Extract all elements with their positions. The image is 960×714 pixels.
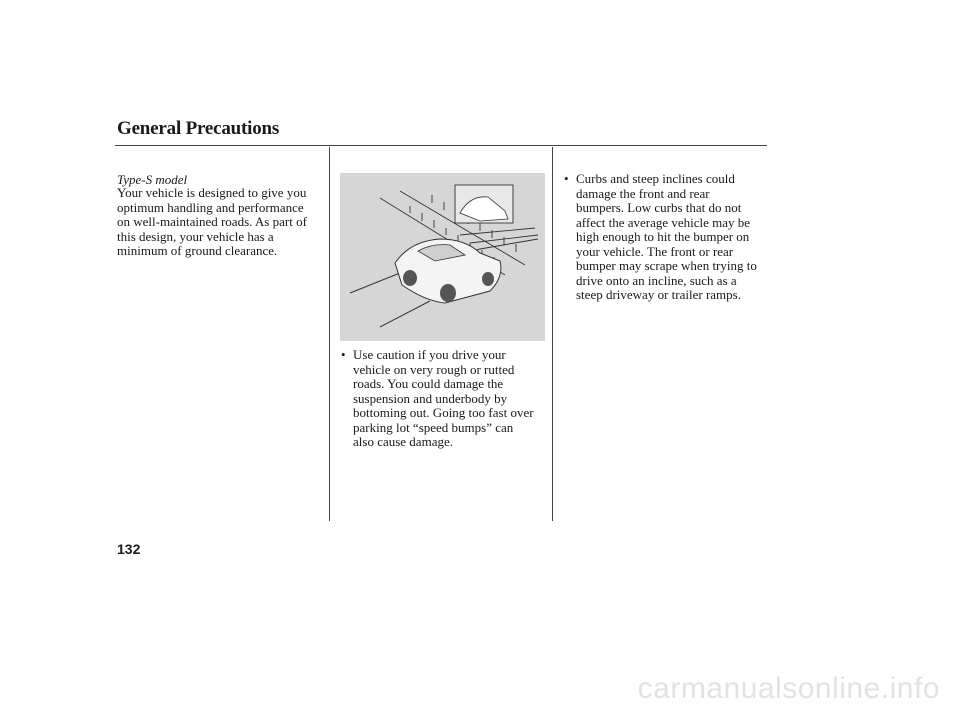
text-line: bumpers. Low curbs that do not [576,200,742,215]
middle-bullet-item [341,347,534,450]
left-paragraph [117,186,307,259]
right-bullet-item [564,171,757,303]
bullet-icon: • [564,171,569,186]
column-divider-left [329,147,330,521]
text-line: also cause damage. [353,434,453,449]
text-line: Your vehicle is designed to give you [117,185,307,200]
header-rule [115,145,767,146]
text-line: damage the front and rear [576,185,710,201]
text-line: bottoming out. Going too fast over [353,405,534,420]
page-number: 132 [117,541,141,557]
curb-illustration [340,173,545,341]
text-line: suspension and underbody by [353,390,508,406]
bullet-icon: • [341,347,346,362]
text-line: high enough to hit the bumper on [576,229,750,244]
text-line: minimum of ground clearance. [117,243,278,258]
text-line: bumper may scrape when trying to [576,258,757,273]
model-label: Type-S model [117,172,188,187]
curb-illustration-drawing [340,173,545,341]
watermark: carmanualsonline.info [637,672,940,705]
text-line: steep driveway or trailer ramps. [576,287,741,302]
text-line: this design, your vehicle has a [117,228,274,244]
text-line: Use caution if you drive your [353,347,506,362]
text-line: vehicle on very rough or rutted [353,361,515,377]
text-line: parking lot “speed bumps” can [353,419,514,435]
text-line: drive onto an incline, such as a [576,272,737,288]
page-title: General Precautions [117,118,280,139]
text-line: roads. You could damage the [353,376,504,391]
text-line: affect the average vehicle may be [576,214,751,230]
column-divider-right [552,147,553,521]
text-line: on well-maintained roads. As part of [117,214,307,229]
text-line: Curbs and steep inclines could [576,171,735,186]
text-line: optimum handling and performance [117,199,304,215]
text-line: your vehicle. The front or rear [576,243,734,259]
